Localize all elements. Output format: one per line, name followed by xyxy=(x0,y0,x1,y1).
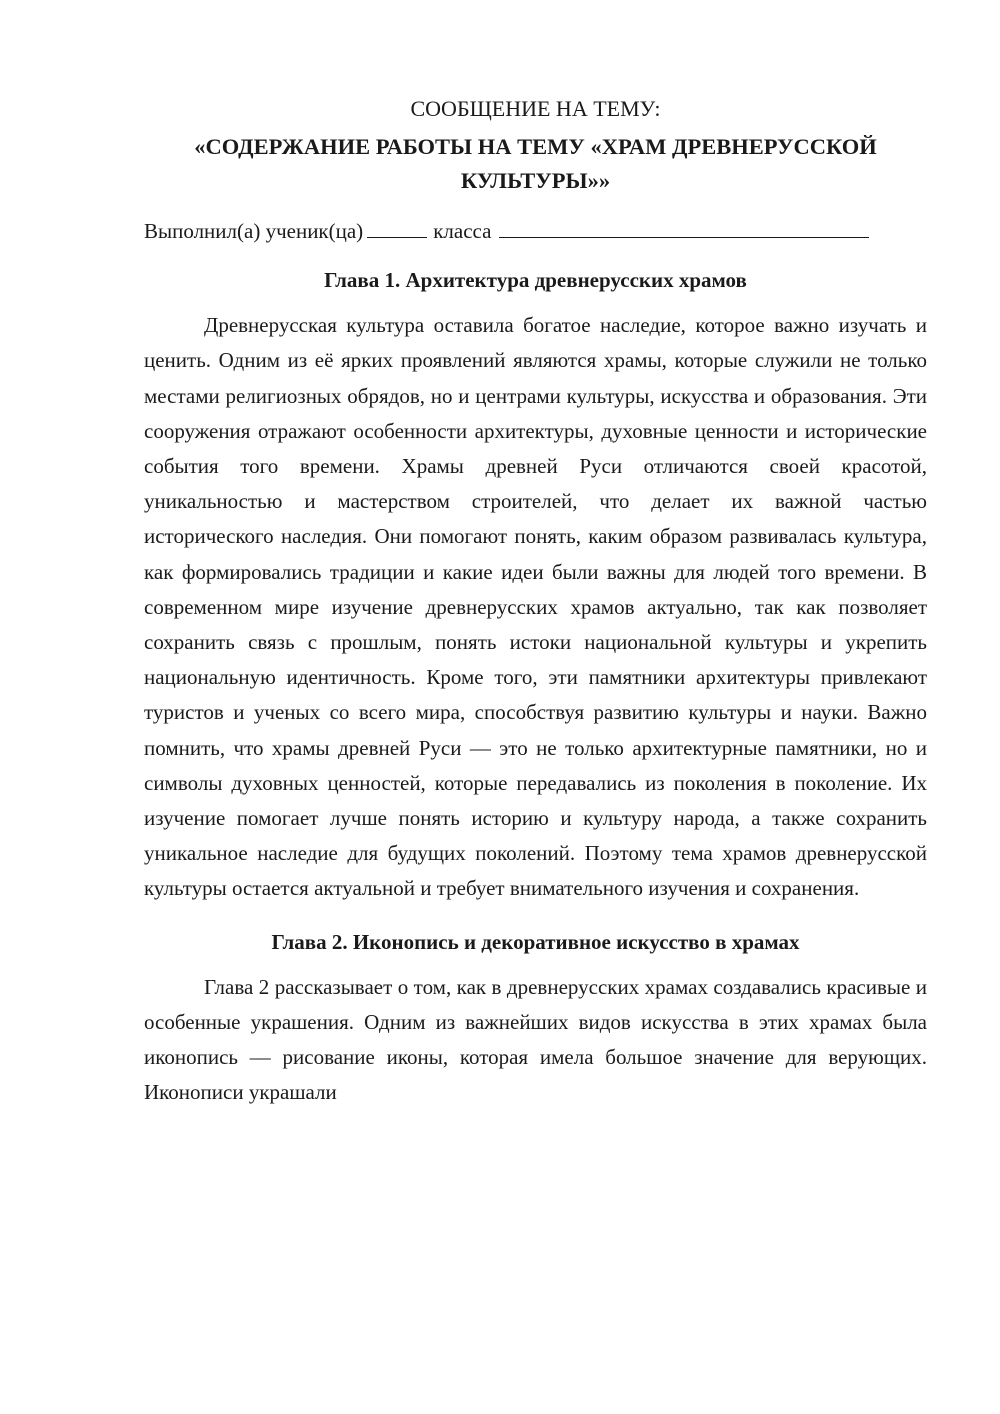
document-page xyxy=(144,92,927,1128)
chapter-2-text: Глава 2 рассказывает о том, как в древнерусских храмах создавались красивые и особенные украшения. Одним из важнейших видов искусства в этих храмах была иконопись — рисование иконы, которая имела большое значение для верующих. Иконописи украшали xyxy=(144,974,927,1105)
class-label: класса xyxy=(433,219,492,243)
performed-by-label: Выполнил(а) ученик(ца) xyxy=(144,219,364,243)
chapter-1-heading: Глава 1. Архитектура древнерусских храмов xyxy=(324,268,747,293)
chapter-2-heading: Глава 2. Иконопись и декоративное искусство в храмах xyxy=(271,929,800,954)
document-kind: СООБЩЕНИЕ НА ТЕМУ: xyxy=(410,96,661,121)
document-title: «СОДЕРЖАНИЕ РАБОТЫ НА ТЕМУ «ХРАМ ДРЕВНЕРУССКОЙ КУЛЬТУРЫ»» xyxy=(194,134,877,193)
author-line xyxy=(144,214,927,249)
class-number-blank xyxy=(367,217,427,238)
student-name-blank xyxy=(499,217,869,238)
chapter-1-text: Древнерусская культура оставила богатое наследие, которое важно изучать и ценить. Одним из её ярких проявлений являются храмы, которые служили не только местами религиозных обрядов, но и центрами культуры, искусства и образования. Эти сооружения отражают особенности архитектуры, духовные ценности и исторические события того времени. Храмы древней Руси отличаются своей красотой, уникальностью и мастерством строителей, что делает их важной частью исторического наследия. Они помогают понять, каким образом развивалась культура, как формировались традиции и какие идеи были важны для людей того времени. В современном мире изучение древнерусских храмов актуально, так как позволяет сохранить связь с прошлым, понять истоки национальной культуры и укрепить национальную идентичность. Кроме того, эти памятники архитектуры привлекают туристов и ученых со всего мира, способствуя развитию культуры и науки. Важно помнить, что храмы древней Руси — это не только архитектурные памятники, но и символы духовных ценностей, которые передавались из поколения в поколение. Их изучение помогает лучше понять историю и культуру народа, а также сохранить уникальное наследие для будущих поколений. Поэтому тема храмов древнерусской культуры остается актуальной и требует внимательного изучения и сохранения. xyxy=(144,313,927,901)
